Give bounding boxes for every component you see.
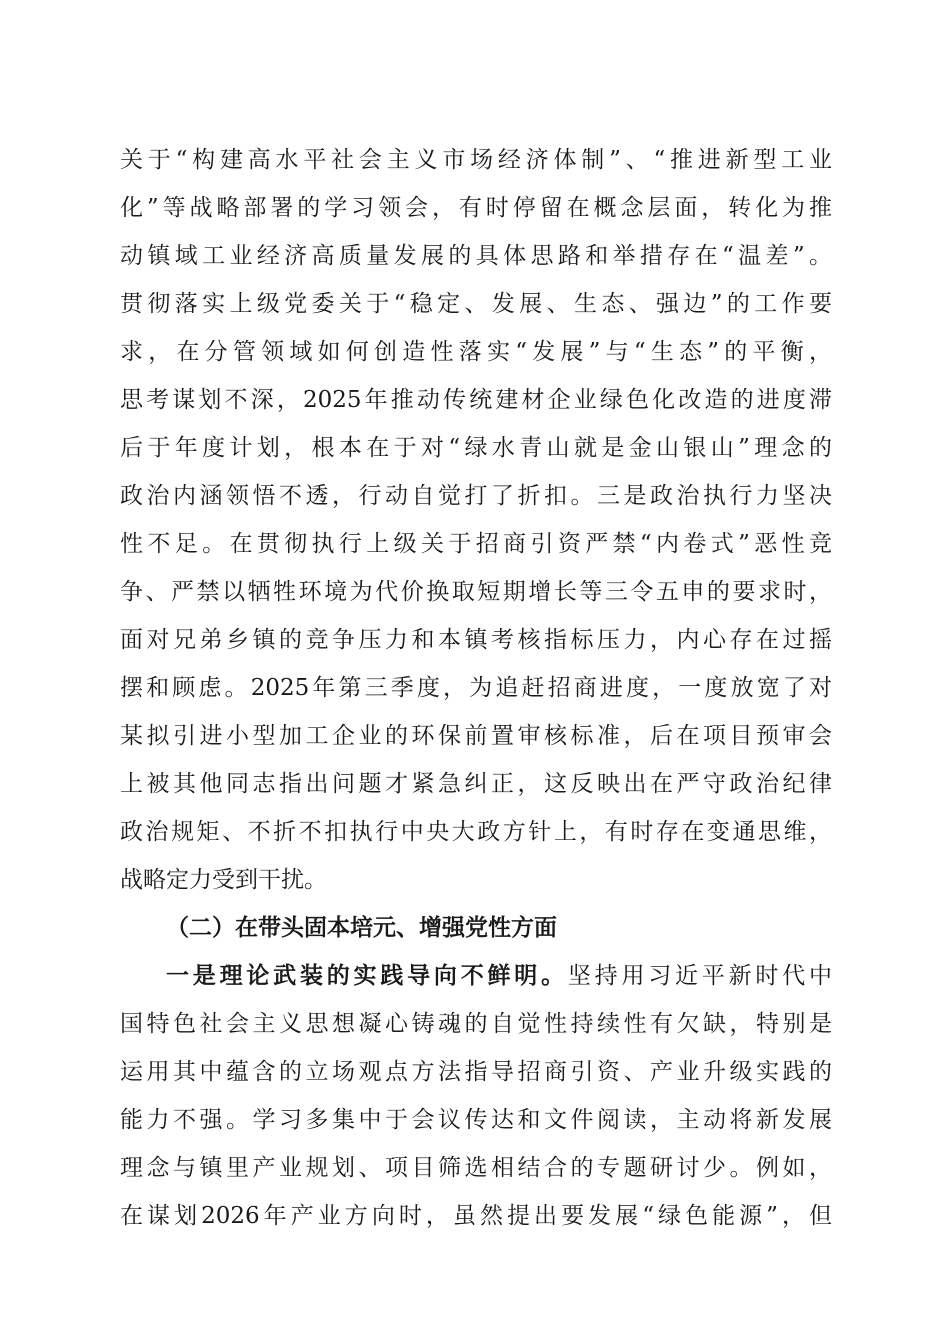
text-line-14: 上被其他同志指出问题才紧急纠正，这反映出在严守政治纪律: [120, 771, 832, 797]
paragraph-2-line-3: 运用其中蕴含的立场观点方法指导招商引资、产业升级实践的: [120, 1059, 832, 1085]
paragraph-2-lead: 一是理论武装的实践导向不鲜明。: [166, 963, 568, 989]
text-line-2: 化”等战略部署的学习领会，有时停留在概念层面，转化为推: [120, 195, 832, 221]
paragraph-2-first-line: [166, 950, 832, 1002]
section-heading: （二）在带头固本培元、增强党性方面: [166, 915, 557, 941]
paragraph-2-line-5: 理念与镇里产业规划、项目筛选相结合的专题研讨少。例如，: [120, 1155, 832, 1181]
paragraph-2-line-6: 在谋划2026年产业方向时，虽然提出要发展“绿色能源”，但: [120, 1203, 832, 1229]
text-line-15: 政治规矩、不折不扣执行中央大政方针上，有时存在变通思维，: [120, 819, 832, 845]
text-line-5: 求，在分管领域如何创造性落实“发展”与“生态”的平衡，: [120, 339, 832, 365]
paragraph-2-line-4: 能力不强。学习多集中于会议传达和文件阅读，主动将新发展: [120, 1107, 832, 1133]
text-line-9: 性不足。在贯彻执行上级关于招商引资严禁“内卷式”恶性竞: [120, 531, 832, 557]
text-line-6: 思考谋划不深，2025年推动传统建材企业绿色化改造的进度滞: [120, 387, 832, 413]
text-line-7: 后于年度计划，根本在于对“绿水青山就是金山银山”理念的: [120, 435, 832, 461]
text-line-1: 关于“构建高水平社会主义市场经济体制”、“推进新型工业: [120, 147, 832, 173]
text-line-12: 摆和顾虑。2025年第三季度，为追赶招商进度，一度放宽了对: [120, 675, 832, 701]
paragraph-2-line-2: 国特色社会主义思想凝心铸魂的自觉性持续性有欠缺，特别是: [120, 1011, 832, 1037]
paragraph-2-line-1: 坚持用习近平新时代中: [567, 963, 833, 989]
text-line-3: 动镇域工业经济高质量发展的具体思路和举措存在“温差”。: [120, 243, 832, 269]
text-line-4: 贯彻落实上级党委关于“稳定、发展、生态、强边”的工作要: [120, 291, 832, 317]
text-line-8: 政治内涵领悟不透，行动自觉打了折扣。三是政治执行力坚决: [120, 483, 832, 509]
text-line-10: 争、严禁以牺牲环境为代价换取短期增长等三令五申的要求时，: [120, 579, 832, 605]
text-line-16: 战略定力受到干扰。: [120, 867, 327, 893]
text-line-13: 某拟引进小型加工企业的环保前置审核标准，后在项目预审会: [120, 723, 832, 749]
text-line-11: 面对兄弟乡镇的竞争压力和本镇考核指标压力，内心存在过摇: [120, 627, 832, 653]
